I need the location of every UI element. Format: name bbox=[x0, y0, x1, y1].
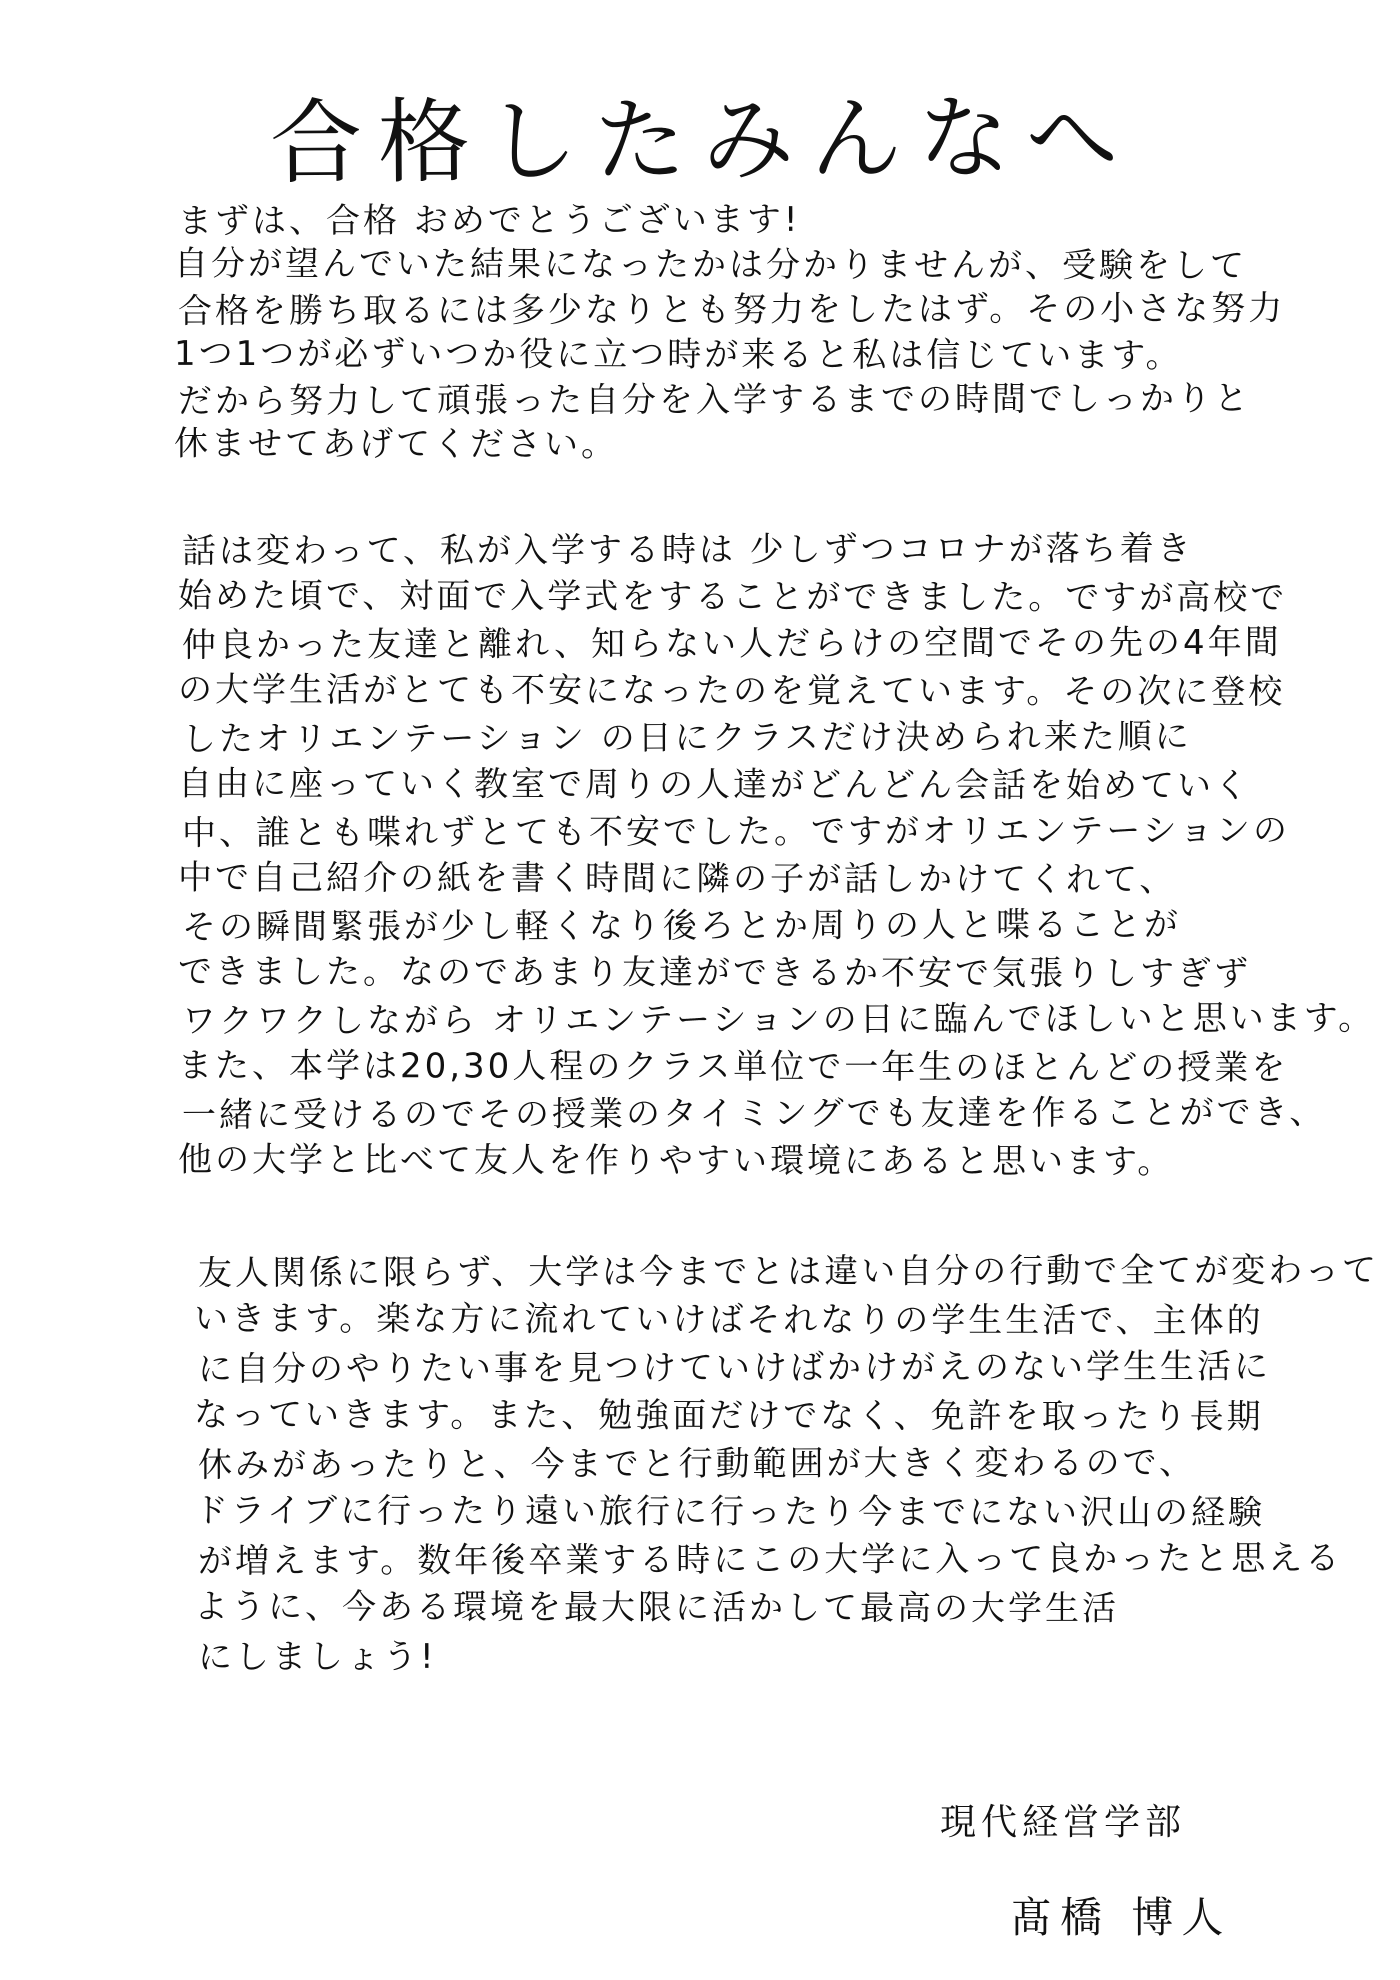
text-line: したオリエンテーション の日にクラスだけ決められ来た順に bbox=[181, 716, 1192, 760]
text-line: 休ませてあげてください。 bbox=[173, 423, 619, 465]
paragraph-2 bbox=[177, 528, 1376, 1186]
text-line: 自分が望んでいた結果になったかは分かりませんが、受験をして bbox=[173, 243, 1248, 287]
text-line: 友人関係に限らず、大学は今までとは違い自分の行動で全てが変わって bbox=[197, 1250, 1379, 1294]
text-line: 休みがあったりと、今までと行動範囲が大きく変わるので、 bbox=[197, 1442, 1197, 1486]
text-line: 自由に座っていく教室で周りの人達がどんどん会話を始めていく bbox=[177, 763, 1252, 807]
signature-block bbox=[940, 1800, 1280, 1944]
paragraph-3 bbox=[193, 1250, 1379, 1682]
text-line: の大学生活がとても不安になったのを覚えています。その次に登校 bbox=[177, 669, 1286, 713]
text-line: 他の大学と比べて友人を作りやすい環境にあると思います。 bbox=[177, 1139, 1175, 1182]
signature-department: 現代経営学部 bbox=[940, 1802, 1187, 1843]
letter-title: 合格したみんなへ bbox=[269, 83, 1135, 197]
text-line: 話は変わって、私が入学する時は 少しずつコロナが落ち着き bbox=[181, 528, 1194, 572]
text-line: 一緒に受けるのでその授業のタイミングでも友達を作ることができ、 bbox=[181, 1092, 1327, 1136]
text-line: 仲良かった友達と離れ、知らない人だらけの空間でその先の4年間 bbox=[181, 622, 1282, 666]
text-line: ワクワクしながら オリエンテーションの日に臨んでほしいと思います。 bbox=[181, 998, 1376, 1042]
text-line: また、本学は20,30人程のクラス単位で一年生のほとんどの授業を bbox=[177, 1045, 1289, 1089]
text-line: にしましょう! bbox=[197, 1636, 437, 1678]
text-line: ように、今ある環境を最大限に活かして最高の大学生活 bbox=[193, 1586, 1120, 1629]
text-line: 始めた頃で、対面で入学式をすることができました。ですが高校で bbox=[177, 575, 1288, 619]
text-line: まずは、合格 おめでとうございます! bbox=[177, 199, 801, 242]
text-line: 中で自己紹介の紙を書く時間に隣の子が話しかけてくれて、 bbox=[177, 857, 1177, 900]
signature-name: 髙橋 博人 bbox=[1010, 1893, 1232, 1942]
text-line: 1つ1つが必ずいつか役に立つ時が来ると私は信じています。 bbox=[173, 333, 1183, 376]
text-line: できました。なのであまり友達ができるか不安で気張りしすぎず bbox=[177, 951, 1252, 995]
text-line: なっていきます。また、勉強面だけでなく、免許を取ったり長期 bbox=[193, 1394, 1264, 1438]
text-line: 合格を勝ち取るには多少なりとも努力をしたはず。その小さな努力 bbox=[177, 288, 1286, 332]
text-line: ドライブに行ったり遠い旅行に行ったり今までにない沢山の経験 bbox=[193, 1490, 1266, 1534]
paragraph-1 bbox=[173, 198, 1286, 468]
text-line: いきます。楽な方に流れていけばそれなりの学生生活で、主体的 bbox=[193, 1298, 1264, 1342]
text-line: が増えます。数年後卒業する時にこの大学に入って良かったと思える bbox=[197, 1538, 1343, 1582]
text-line: に自分のやりたい事を見つけていけばかけがえのない学生生活に bbox=[197, 1346, 1272, 1390]
text-line: だから努力して頑張った自分を入学するまでの時間でしっかりと bbox=[177, 378, 1252, 422]
text-line: 中、誰とも喋れずとても不安でした。ですがオリエンテーションの bbox=[181, 810, 1291, 854]
text-line: その瞬間緊張が少し軽くなり後ろとか周りの人と喋ることが bbox=[181, 904, 1182, 948]
